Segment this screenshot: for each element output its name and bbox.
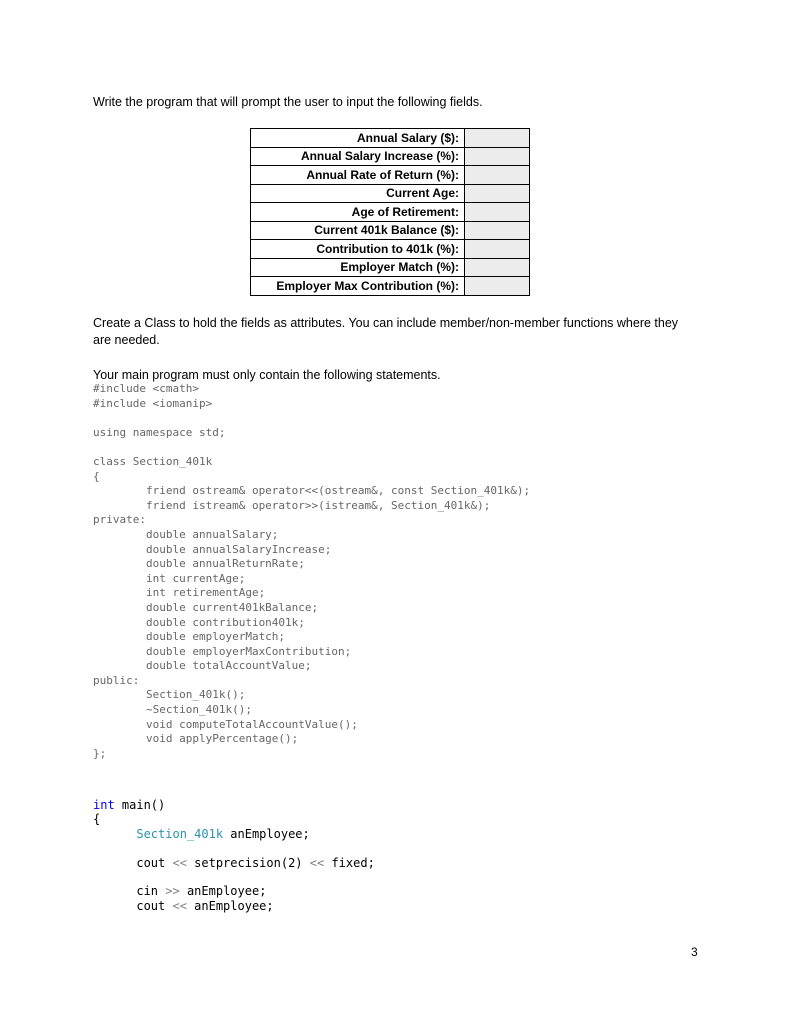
cin-target: anEmployee;: [179, 884, 267, 899]
field-label: Current 401k Balance ($):: [251, 221, 465, 240]
table-row: [251, 184, 530, 203]
keyword-int: int: [93, 798, 115, 812]
stream-in-operator: >>: [165, 884, 180, 899]
open-brace: {: [93, 812, 101, 827]
field-value-cell: [465, 277, 530, 296]
code-indent: [93, 899, 136, 913]
table-row: [251, 258, 530, 277]
field-value-cell: [465, 221, 530, 240]
main-instruction-paragraph: Your main program must only contain the following statements.: [93, 368, 441, 382]
code-indent: [93, 827, 136, 841]
page-number: 3: [691, 945, 698, 959]
stream-out-operator: <<: [309, 855, 325, 870]
field-value-cell: [465, 184, 530, 203]
stream-out-operator: <<: [172, 855, 187, 870]
setprecision-call: setprecision(2): [186, 855, 310, 870]
cout-target: anEmployee;: [186, 898, 274, 913]
field-value-cell: [465, 258, 530, 277]
field-label: Employer Max Contribution (%):: [251, 277, 465, 296]
code-indent: [93, 856, 136, 870]
field-value-cell: [465, 147, 530, 166]
cout-keyword: cout: [136, 855, 173, 870]
table-row: [251, 221, 530, 240]
cout-keyword: cout: [136, 898, 173, 913]
field-label: Age of Retirement:: [251, 203, 465, 222]
stream-out-operator: <<: [172, 898, 187, 913]
main-signature: main(): [114, 798, 166, 812]
table-row: [251, 147, 530, 166]
field-label: Annual Salary Increase (%):: [251, 147, 465, 166]
code-indent: [93, 884, 136, 898]
table-row: [251, 240, 530, 259]
main-code-listing: [93, 798, 375, 913]
class-code-listing: #include <cmath> #include <iomanip> using namespace std; class Section_401k { friend ostream& operator<<(ostream&, const Section_401k&); friend istream& operator>>(istream&, Section_401k&); private: double annualSalary; double annualSalaryIncrease; double annualReturnRate; int currentAge; int retirementAge; double current401kBalance; double contribution401k; double employerMatch; double employerMaxContribution; double totalAccountValue; public: Section_401k(); ~Section_401k(); void computeTotalAccountValue(); void applyPercentage(); };: [93, 382, 531, 760]
field-label: Annual Rate of Return (%):: [251, 166, 465, 185]
field-label: Current Age:: [251, 184, 465, 203]
field-label: Employer Match (%):: [251, 258, 465, 277]
field-value-cell: [465, 166, 530, 185]
input-fields-table: [250, 128, 530, 296]
table-row: [251, 277, 530, 296]
table-row: [251, 129, 530, 148]
declaration-rest: anEmployee;: [223, 826, 310, 841]
field-value-cell: [465, 129, 530, 148]
type-name: Section_401k: [136, 826, 224, 841]
field-value-cell: [465, 203, 530, 222]
class-instruction-paragraph: Create a Class to hold the fields as attributes. You can include member/non-member functions where they are needed.: [93, 316, 679, 347]
intro-paragraph: Write the program that will prompt the user to input the following fields.: [93, 95, 483, 109]
table-row: [251, 203, 530, 222]
cin-keyword: cin: [136, 884, 166, 899]
field-label: Annual Salary ($):: [251, 129, 465, 148]
fixed-manipulator: fixed;: [324, 855, 375, 870]
table-row: [251, 166, 530, 185]
field-value-cell: [465, 240, 530, 259]
field-label: Contribution to 401k (%):: [251, 240, 465, 259]
